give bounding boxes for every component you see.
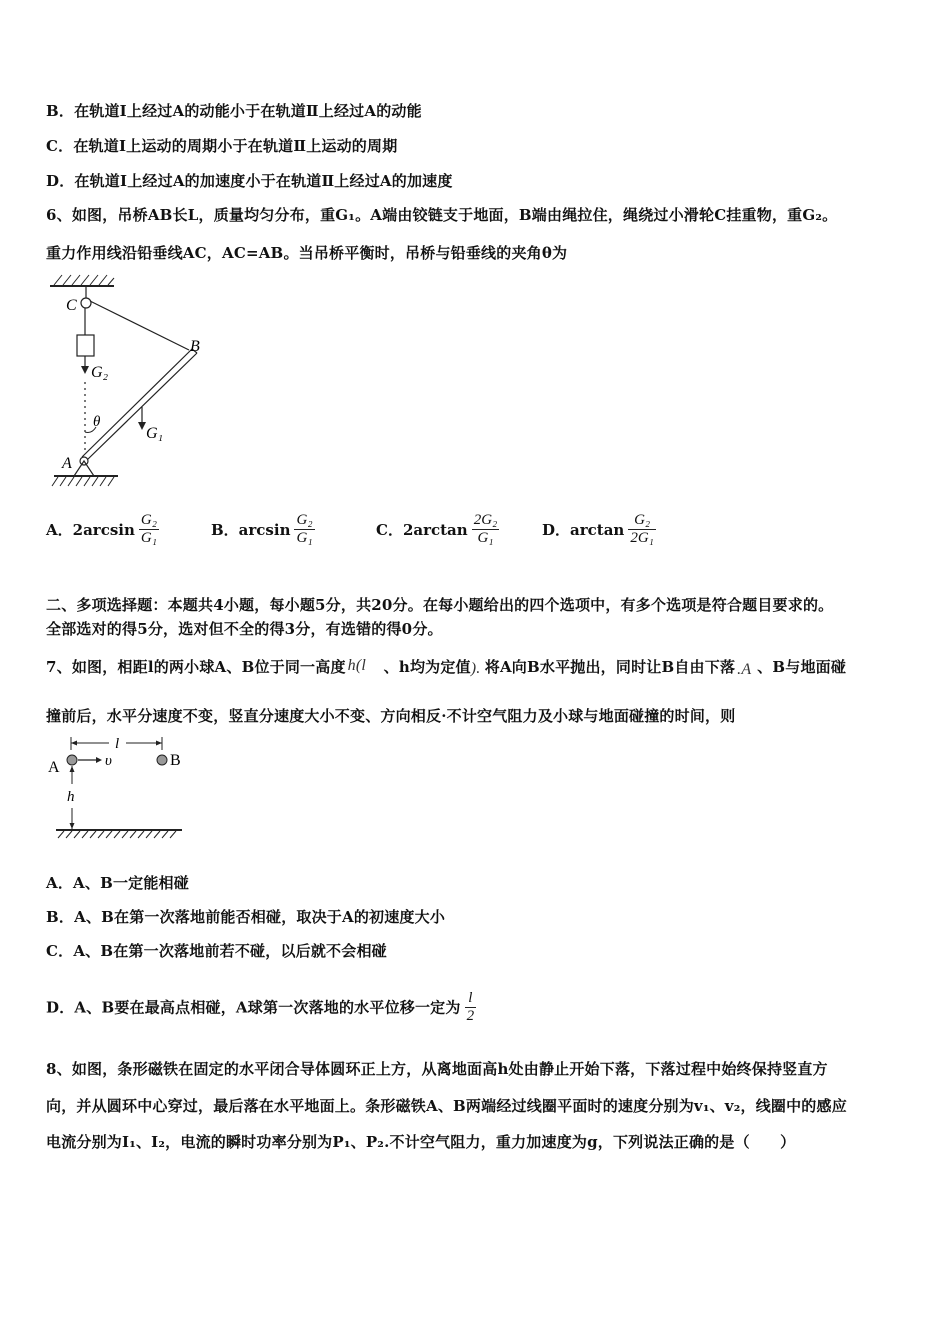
fraction-denominator: G₁	[296, 530, 313, 546]
weight-g2	[77, 335, 94, 356]
label-a: A	[62, 455, 72, 472]
label-ball-a: A	[48, 759, 60, 776]
section2-heading-line2: 全部选对的得5分，选对但不全的得3分，有选错的得0分。	[46, 620, 443, 638]
rope-cb	[90, 301, 189, 350]
q7-option-d-text: D．A、B要在最高点相碰，A球第一次落地的水平位移一定为	[46, 998, 461, 1017]
q7-math-paren: ).	[470, 660, 481, 677]
q7-stem-line2: 撞前后，水平分速度不变，竖直分速度大小不变、方向相反·不计空气阻力及小球与地面碰撞的时间，则	[46, 707, 736, 725]
label-l: l	[115, 736, 120, 752]
ground-hatch	[58, 831, 176, 838]
q7-stem-line1	[46, 657, 846, 677]
ceiling-hatch	[54, 275, 114, 285]
q7-option-b: B．A、B在第一次落地前能否相碰，取决于A的初速度大小	[46, 908, 446, 926]
label-h: h	[67, 789, 75, 805]
label-v: υ	[105, 753, 112, 769]
label-theta: θ	[93, 414, 101, 430]
fraction-numerator: G₂	[628, 512, 656, 530]
fraction-denominator: G₁	[477, 530, 494, 546]
q6-option-d	[542, 512, 656, 547]
pulley-c	[81, 298, 91, 308]
q6-option-c-label: C．2arctan	[376, 521, 468, 539]
q6-option-b-label: B．arcsin	[211, 521, 291, 539]
fraction-numerator: l	[465, 990, 477, 1008]
q7-stem-part1: 7、如图，相距l的两小球A、B位于同一高度	[46, 658, 346, 676]
q6-figure-drawbridge	[46, 272, 226, 494]
q7-stem-part3: 将A向B水平抛出，同时让B自由下落	[484, 658, 736, 676]
q7-stem-part4: 、B与地面碰	[757, 658, 847, 676]
label-g1: G₁	[146, 425, 164, 442]
q6-option-d-label: D．arctan	[542, 521, 625, 539]
fraction-denominator: 2G₁	[630, 530, 654, 546]
fraction-denominator: 2	[466, 1008, 475, 1024]
q7-math-hl: h(l	[347, 657, 367, 674]
q7-option-d-fraction	[465, 990, 477, 1025]
ground-hatch	[52, 477, 114, 486]
q6-option-a-label: A．2arcsin	[46, 521, 135, 539]
q6-option-a	[46, 512, 159, 547]
label-b: B	[190, 338, 200, 355]
label-c: C	[66, 297, 77, 314]
section2-heading-line1: 二、多项选择题：本题共4小题，每小题5分，共20分。在每小题给出的四个选项中，有多个选项是符合题目要求的。	[46, 596, 834, 614]
q7-option-c: C．A、B在第一次落地前若不碰，以后就不会相碰	[46, 942, 387, 960]
q6-option-a-fraction	[139, 512, 159, 547]
q6-option-c-fraction	[472, 512, 500, 547]
q7-option-d	[46, 990, 476, 1025]
q7-stem-part2: 、h均为定值	[383, 658, 471, 676]
ball-a	[67, 755, 77, 765]
q6-option-b-fraction	[294, 512, 314, 547]
q8-stem-line3: 电流分别为I₁、I₂，电流的瞬时功率分别为P₁、P₂.不计空气阻力，重力加速度为g，下列说法正确的是（ ）	[46, 1133, 796, 1151]
q7-math-a: .A	[737, 661, 752, 678]
fraction-denominator: G₁	[140, 530, 157, 546]
q7-option-a: A．A、B一定能相碰	[46, 874, 189, 892]
q6-option-d-fraction	[628, 512, 656, 547]
q5-option-c: C．在轨道Ⅰ上运动的周期小于在轨道Ⅱ上运动的周期	[46, 137, 398, 155]
q5-option-d: D．在轨道Ⅰ上经过A的加速度小于在轨道Ⅱ上经过A的加速度	[46, 172, 453, 190]
q6-stem-line1: 6、如图，吊桥AB长L，质量均匀分布，重G₁。A端由铰链支于地面，B端由绳拉住，绳绕过小滑轮C挂重物，重G₂。	[46, 206, 838, 224]
label-ball-b: B	[170, 752, 181, 769]
fraction-numerator: G₂	[140, 512, 157, 528]
q6-option-b	[211, 512, 315, 547]
q8-stem-line2: 向，并从圆环中心穿过，最后落在水平地面上。条形磁铁A、B两端经过线圈平面时的速度分别为v₁、v₂，线圈中的感应	[46, 1097, 847, 1115]
q5-option-b: B．在轨道Ⅰ上经过A的动能小于在轨道Ⅱ上经过A的动能	[46, 102, 422, 120]
ball-b	[157, 755, 167, 765]
q6-option-c	[376, 512, 499, 547]
fraction-numerator: G₂	[296, 512, 313, 528]
fraction-numerator: 2G₂	[473, 512, 498, 528]
q6-stem-line2: 重力作用线沿铅垂线AC，AC=AB。当吊桥平衡时，吊桥与铅垂线的夹角θ为	[46, 244, 568, 262]
q7-figure-projectile	[44, 734, 194, 844]
label-g2: G₂	[91, 364, 109, 381]
q8-stem-line1: 8、如图，条形磁铁在固定的水平闭合导体圆环正上方，从离地面高h处由静止开始下落，下落过程中始终保持竖直方	[46, 1060, 828, 1078]
